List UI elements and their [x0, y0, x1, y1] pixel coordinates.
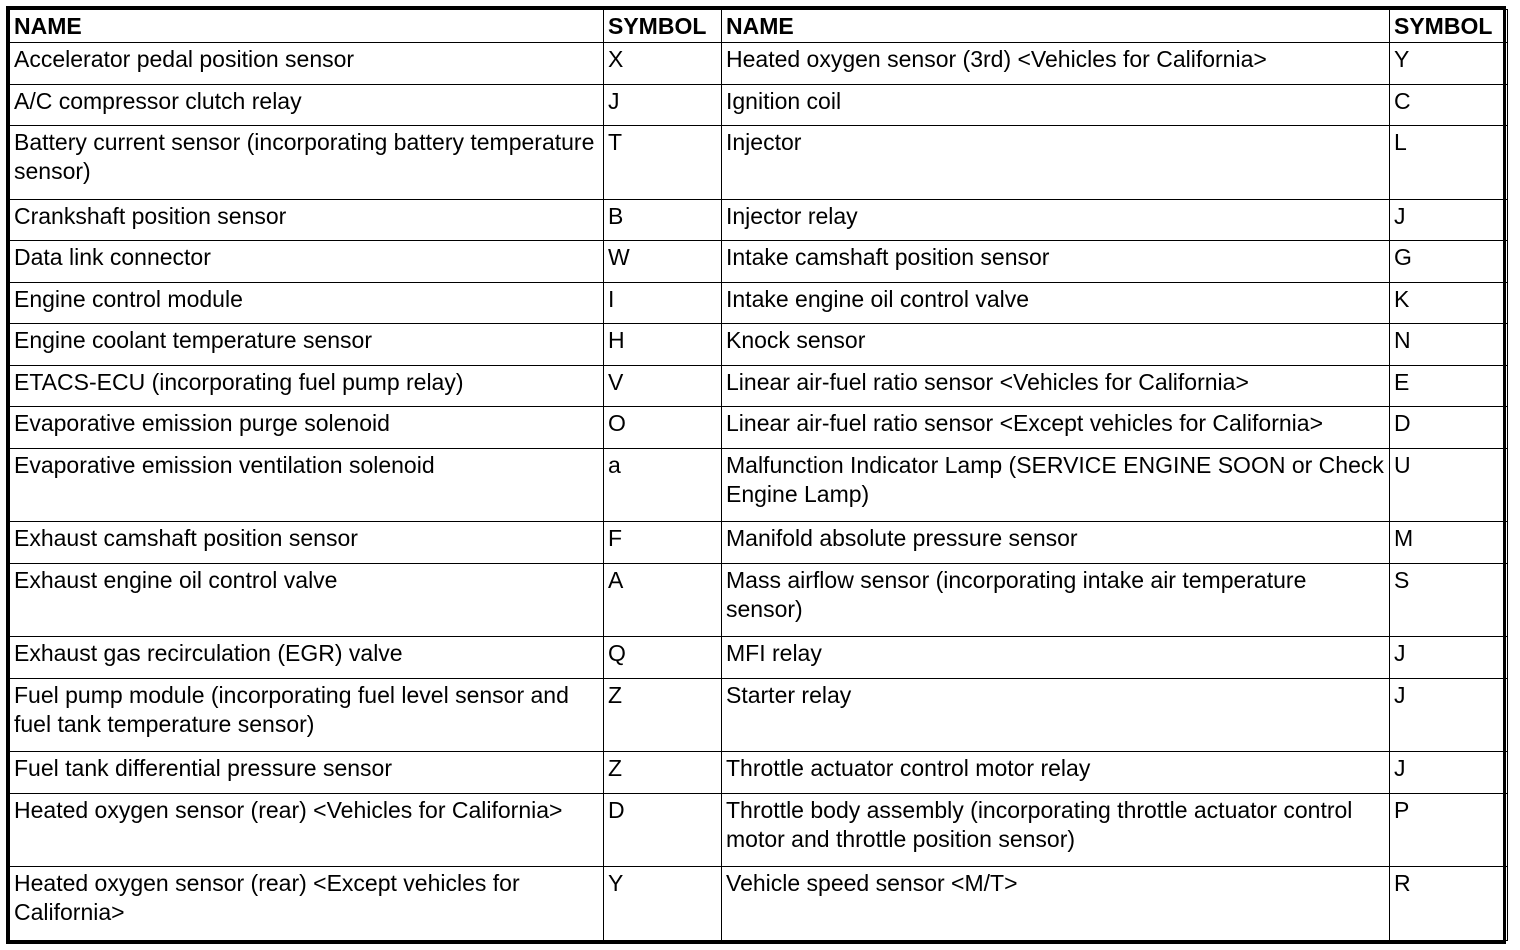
- table-row: [10, 637, 1508, 679]
- component-symbol-right: J: [1390, 637, 1508, 679]
- component-name-left: Engine control module: [10, 282, 604, 324]
- component-symbol-sheet: [6, 6, 1506, 944]
- table-row: [10, 199, 1508, 241]
- header-name-left: NAME: [10, 10, 604, 43]
- component-name-right: Manifold absolute pressure sensor: [722, 522, 1390, 564]
- component-name-left: A/C compressor clutch relay: [10, 84, 604, 126]
- component-name-right: Linear air-fuel ratio sensor <Vehicles for California>: [722, 365, 1390, 407]
- table-row: [10, 365, 1508, 407]
- component-name-right: Intake engine oil control valve: [722, 282, 1390, 324]
- table-row: [10, 678, 1508, 752]
- table-row: [10, 43, 1508, 85]
- component-symbol-right: L: [1390, 126, 1508, 200]
- component-name-left: Exhaust gas recirculation (EGR) valve: [10, 637, 604, 679]
- table-row: [10, 867, 1508, 941]
- component-name-right: Injector: [722, 126, 1390, 200]
- component-name-right: Linear air-fuel ratio sensor <Except vehicles for California>: [722, 407, 1390, 449]
- table-row: [10, 563, 1508, 637]
- component-symbol-right: P: [1390, 793, 1508, 867]
- component-symbol-right: C: [1390, 84, 1508, 126]
- component-symbol-left: Z: [604, 678, 722, 752]
- component-symbol-left: H: [604, 324, 722, 366]
- component-symbol-left: T: [604, 126, 722, 200]
- component-symbol-right: J: [1390, 752, 1508, 794]
- component-name-left: Data link connector: [10, 241, 604, 283]
- component-name-right: Injector relay: [722, 199, 1390, 241]
- component-symbol-left: W: [604, 241, 722, 283]
- component-symbol-left: Q: [604, 637, 722, 679]
- component-name-left: Accelerator pedal position sensor: [10, 43, 604, 85]
- component-symbol-right: R: [1390, 867, 1508, 941]
- component-name-left: Evaporative emission ventilation solenoid: [10, 448, 604, 522]
- table-row: [10, 522, 1508, 564]
- header-symbol-left: SYMBOL: [604, 10, 722, 43]
- component-name-right: Intake camshaft position sensor: [722, 241, 1390, 283]
- component-symbol-left: a: [604, 448, 722, 522]
- component-name-left: Exhaust camshaft position sensor: [10, 522, 604, 564]
- component-symbol-right: U: [1390, 448, 1508, 522]
- component-symbol-table: [9, 9, 1508, 941]
- component-name-left: Exhaust engine oil control valve: [10, 563, 604, 637]
- component-symbol-right: S: [1390, 563, 1508, 637]
- component-symbol-right: M: [1390, 522, 1508, 564]
- component-name-right: Throttle body assembly (incorporating throttle actuator control motor and throttle position sensor): [722, 793, 1390, 867]
- component-symbol-left: V: [604, 365, 722, 407]
- table-row: [10, 448, 1508, 522]
- component-name-right: Throttle actuator control motor relay: [722, 752, 1390, 794]
- component-symbol-right: G: [1390, 241, 1508, 283]
- table-row: [10, 126, 1508, 200]
- component-name-left: Fuel tank differential pressure sensor: [10, 752, 604, 794]
- component-symbol-right: D: [1390, 407, 1508, 449]
- table-row: [10, 407, 1508, 449]
- component-symbol-right: E: [1390, 365, 1508, 407]
- component-name-right: MFI relay: [722, 637, 1390, 679]
- table-row: [10, 241, 1508, 283]
- table-row: [10, 793, 1508, 867]
- component-name-left: Evaporative emission purge solenoid: [10, 407, 604, 449]
- component-symbol-left: I: [604, 282, 722, 324]
- component-symbol-right: Y: [1390, 43, 1508, 85]
- table-row: [10, 84, 1508, 126]
- component-symbol-right: J: [1390, 199, 1508, 241]
- component-name-left: Engine coolant temperature sensor: [10, 324, 604, 366]
- component-symbol-left: A: [604, 563, 722, 637]
- component-name-right: Ignition coil: [722, 84, 1390, 126]
- component-symbol-left: D: [604, 793, 722, 867]
- table-row: [10, 752, 1508, 794]
- component-name-left: Battery current sensor (incorporating battery temperature sensor): [10, 126, 604, 200]
- table-row: [10, 282, 1508, 324]
- component-name-left: ETACS-ECU (incorporating fuel pump relay): [10, 365, 604, 407]
- component-symbol-left: J: [604, 84, 722, 126]
- component-symbol-right: K: [1390, 282, 1508, 324]
- table-body: [10, 43, 1508, 941]
- component-symbol-left: F: [604, 522, 722, 564]
- component-name-right: Knock sensor: [722, 324, 1390, 366]
- table-header-row: [10, 10, 1508, 43]
- component-name-left: Crankshaft position sensor: [10, 199, 604, 241]
- component-name-right: Heated oxygen sensor (3rd) <Vehicles for California>: [722, 43, 1390, 85]
- component-name-right: Mass airflow sensor (incorporating intake air temperature sensor): [722, 563, 1390, 637]
- component-symbol-left: Y: [604, 867, 722, 941]
- component-name-right: Starter relay: [722, 678, 1390, 752]
- component-symbol-right: J: [1390, 678, 1508, 752]
- component-symbol-right: N: [1390, 324, 1508, 366]
- component-name-left: Heated oxygen sensor (rear) <Except vehicles for California>: [10, 867, 604, 941]
- header-name-right: NAME: [722, 10, 1390, 43]
- header-symbol-right: SYMBOL: [1390, 10, 1508, 43]
- component-name-left: Heated oxygen sensor (rear) <Vehicles for California>: [10, 793, 604, 867]
- component-symbol-left: X: [604, 43, 722, 85]
- table-row: [10, 324, 1508, 366]
- component-symbol-left: O: [604, 407, 722, 449]
- component-name-left: Fuel pump module (incorporating fuel level sensor and fuel tank temperature sensor): [10, 678, 604, 752]
- component-symbol-left: B: [604, 199, 722, 241]
- component-name-right: Vehicle speed sensor <M/T>: [722, 867, 1390, 941]
- component-name-right: Malfunction Indicator Lamp (SERVICE ENGINE SOON or Check Engine Lamp): [722, 448, 1390, 522]
- component-symbol-left: Z: [604, 752, 722, 794]
